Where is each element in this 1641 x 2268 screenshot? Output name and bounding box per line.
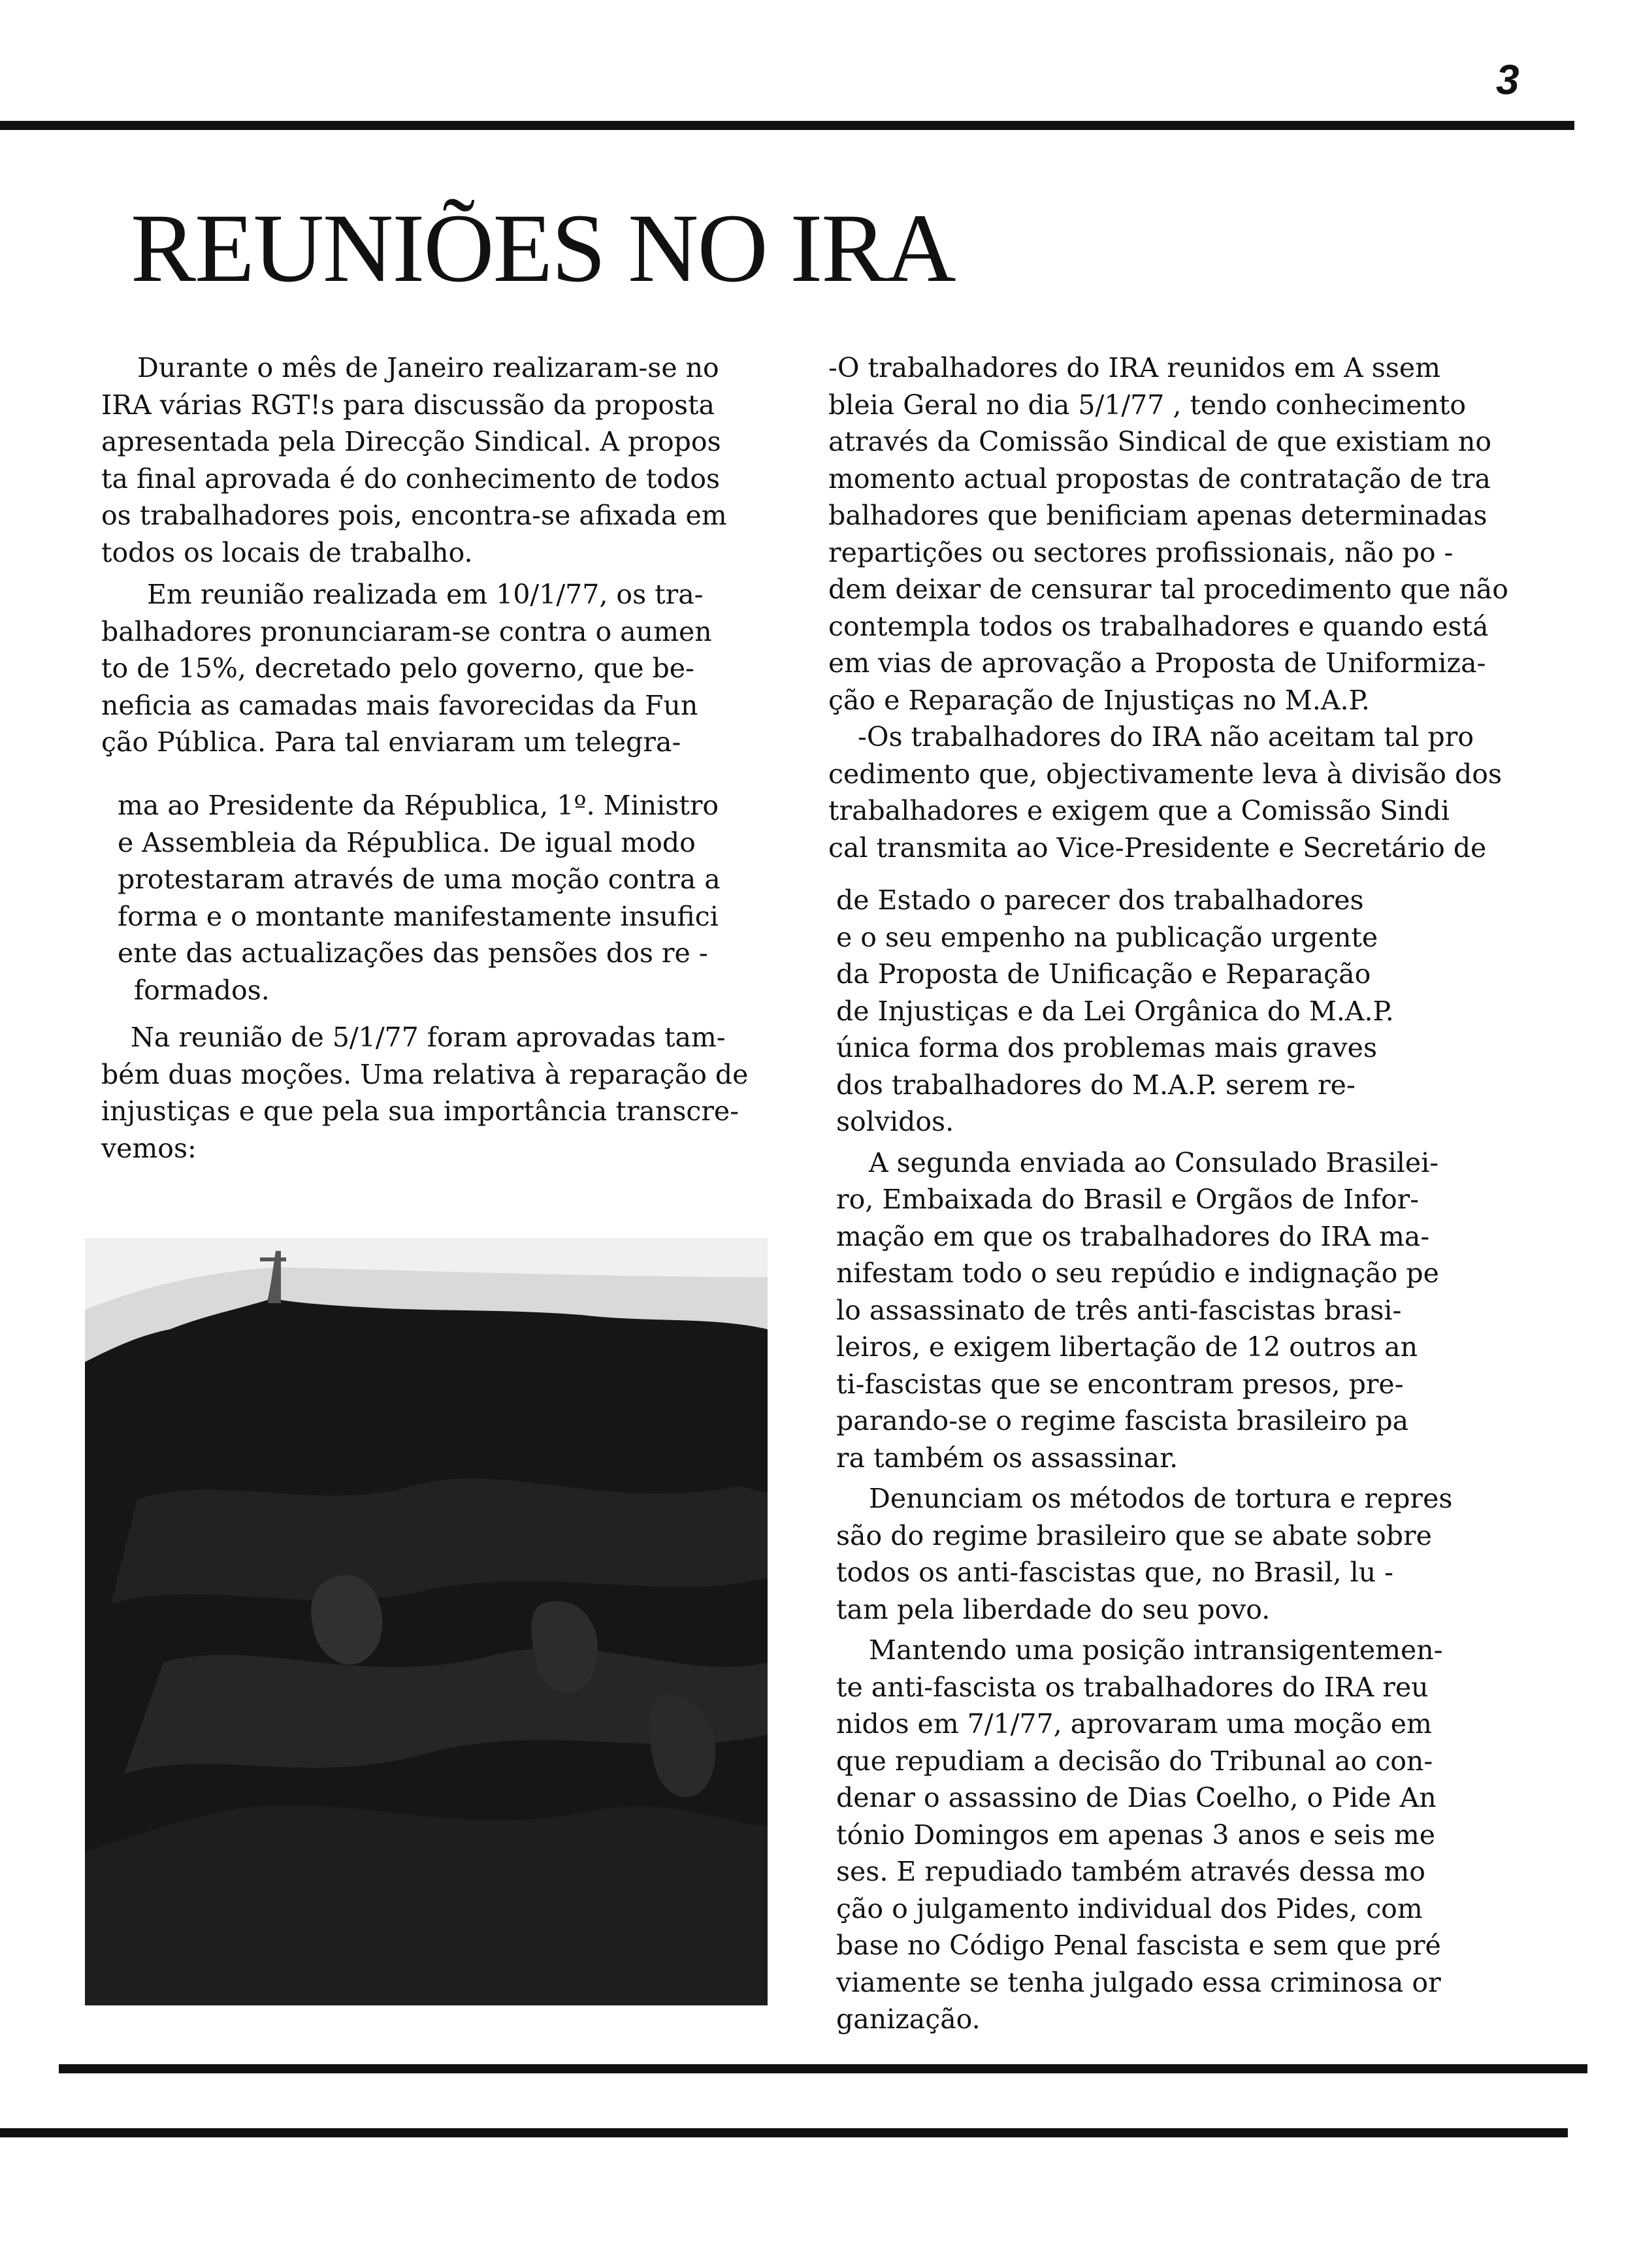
text-line: viamente se tenha julgado essa criminosa or [836, 1966, 1441, 1998]
text-line: e Assembleia da Républica. De igual modo [118, 826, 696, 858]
text-line: vemos: [101, 1132, 197, 1164]
text-line: repartições ou sectores profissionais, não po - [828, 536, 1454, 568]
photo-image [85, 1238, 768, 2005]
article-title: REUNIÕES NO IRA [131, 194, 955, 302]
bottom-rule-1 [59, 2064, 1587, 2073]
text-line: ti-fascistas que se encontram presos, pre- [836, 1368, 1404, 1400]
text-line: são do regime brasileiro que se abate sobre [836, 1519, 1432, 1551]
text-line: ma ao Presidente da Républica, 1º. Ministro [118, 790, 719, 821]
text-line: formados. [134, 974, 270, 1006]
top-rule [0, 121, 1574, 130]
text-line: ganização. [836, 2003, 981, 2035]
text-line: nifestam todo o seu repúdio e indignação pe [836, 1257, 1439, 1289]
text-line: IRA várias RGT!s para discussão da proposta [101, 389, 715, 421]
text-line: balhadores pronunciaram-se contra o aumen [101, 615, 712, 647]
text-line: tónio Domingos em apenas 3 anos e seis me [836, 1819, 1436, 1851]
text-line: neficia as camadas mais favorecidas da Fun [101, 689, 698, 721]
text-line: base no Código Penal fascista e sem que pré [836, 1930, 1441, 1961]
text-line: Mantendo uma posição intransigentemen- [869, 1634, 1443, 1666]
left-block-1 [101, 349, 727, 761]
text-line: de Estado o parecer dos trabalhadores [836, 884, 1364, 916]
text-line: momento actual propostas de contratação de tra [828, 462, 1491, 494]
text-line: ção o julgamento individual dos Pides, com [836, 1892, 1423, 1924]
text-line: balhadores que benificiam apenas determinadas [828, 500, 1487, 531]
protest-photo [85, 1238, 768, 2005]
text-line: ses. E repudiado também através dessa mo [836, 1856, 1425, 1887]
text-line: injustiças e que pela sua importância transcre- [101, 1095, 739, 1127]
text-line: de Injustiças e da Lei Orgânica do M.A.P. [836, 995, 1394, 1027]
text-line: dos trabalhadores do M.A.P. serem re- [836, 1069, 1356, 1101]
text-line: ente das actualizações das pensões dos re - [118, 937, 708, 969]
text-line: apresentada pela Direcção Sindical. A propos [101, 426, 721, 457]
text-line: denar o assassino de Dias Coelho, o Pide An [836, 1782, 1437, 1813]
left-block-3 [101, 1019, 748, 1167]
text-line: os trabalhadores pois, encontra-se afixada em [101, 500, 727, 531]
text-line: forma e o montante manifestamente insufici [118, 900, 719, 932]
right-block-2 [836, 882, 1452, 2038]
text-line: te anti-fascista os trabalhadores do IRA reu [836, 1671, 1429, 1703]
text-line: e o seu empenho na publicação urgente [836, 921, 1378, 953]
text-line: nidos em 7/1/77, aprovaram uma moção em [836, 1708, 1432, 1740]
text-line: todos os locais de trabalho. [101, 536, 473, 568]
text-line: Na reunião de 5/1/77 foram aprovadas tam- [131, 1022, 726, 1053]
text-line: ra também os assassinar. [836, 1442, 1178, 1474]
text-line: parando-se o regime fascista brasileiro pa [836, 1405, 1409, 1436]
text-line: leiros, e exigem libertação de 12 outros an [836, 1331, 1418, 1363]
text-line: cal transmita ao Vice-Presidente e Secretário de [828, 832, 1487, 864]
right-block-1 [828, 349, 1508, 866]
text-line: trabalhadores e exigem que a Comissão Sindi [828, 795, 1450, 826]
text-line: ção e Reparação de Injustiças no M.A.P. [828, 684, 1370, 716]
text-line: A segunda enviada ao Consulado Brasilei- [869, 1146, 1439, 1178]
text-line: lo assassinato de três anti-fascistas brasi- [836, 1294, 1402, 1326]
text-line: tam pela liberdade do seu povo. [836, 1593, 1271, 1625]
text-line: Durante o mês de Janeiro realizaram-se no [137, 352, 719, 383]
text-line: única forma dos problemas mais graves [836, 1032, 1377, 1063]
text-line: Denunciam os métodos de tortura e repres [869, 1483, 1453, 1514]
text-line: -O trabalhadores do IRA reunidos em A ssem [828, 352, 1441, 383]
text-line: ta final aprovada é do conhecimento de todos [101, 462, 721, 494]
text-line: todos os anti-fascistas que, no Brasil, lu - [836, 1557, 1393, 1588]
text-line: da Proposta de Unificação e Reparação [836, 958, 1371, 990]
text-line: ro, Embaixada do Brasil e Orgãos de Infor- [836, 1184, 1420, 1215]
text-line: cedimento que, objectivamente leva à divisão dos [828, 758, 1502, 790]
bottom-rule-2 [0, 2128, 1568, 2137]
text-line: mação em que os trabalhadores do IRA ma- [836, 1220, 1430, 1252]
text-line: dem deixar de censurar tal procedimento que não [828, 574, 1508, 605]
text-line: em vias de aprovação a Proposta de Uniformiza- [828, 647, 1486, 679]
text-line: bleia Geral no dia 5/1/77 , tendo conhecimento [828, 389, 1467, 421]
text-line: -Os trabalhadores do IRA não aceitam tal pro [858, 721, 1474, 753]
text-line: Em reunião realizada em 10/1/77, os tra- [147, 579, 704, 610]
text-line: solvidos. [836, 1106, 954, 1137]
text-line: bém duas moções. Uma relativa à reparação de [101, 1058, 749, 1090]
text-line: ção Pública. Para tal enviaram um telegra- [101, 726, 681, 758]
text-line: contempla todos os trabalhadores e quando está [828, 610, 1489, 642]
text-line: protestaram através de uma moção contra a [118, 864, 721, 895]
text-line: to de 15%, decretado pelo governo, que be- [101, 653, 694, 684]
text-line: através da Comissão Sindical de que existiam no [828, 426, 1492, 457]
left-block-2 [118, 787, 721, 1009]
page-number: 3 [1496, 56, 1519, 103]
text-line: que repudiam a decisão do Tribunal ao con- [836, 1745, 1433, 1777]
